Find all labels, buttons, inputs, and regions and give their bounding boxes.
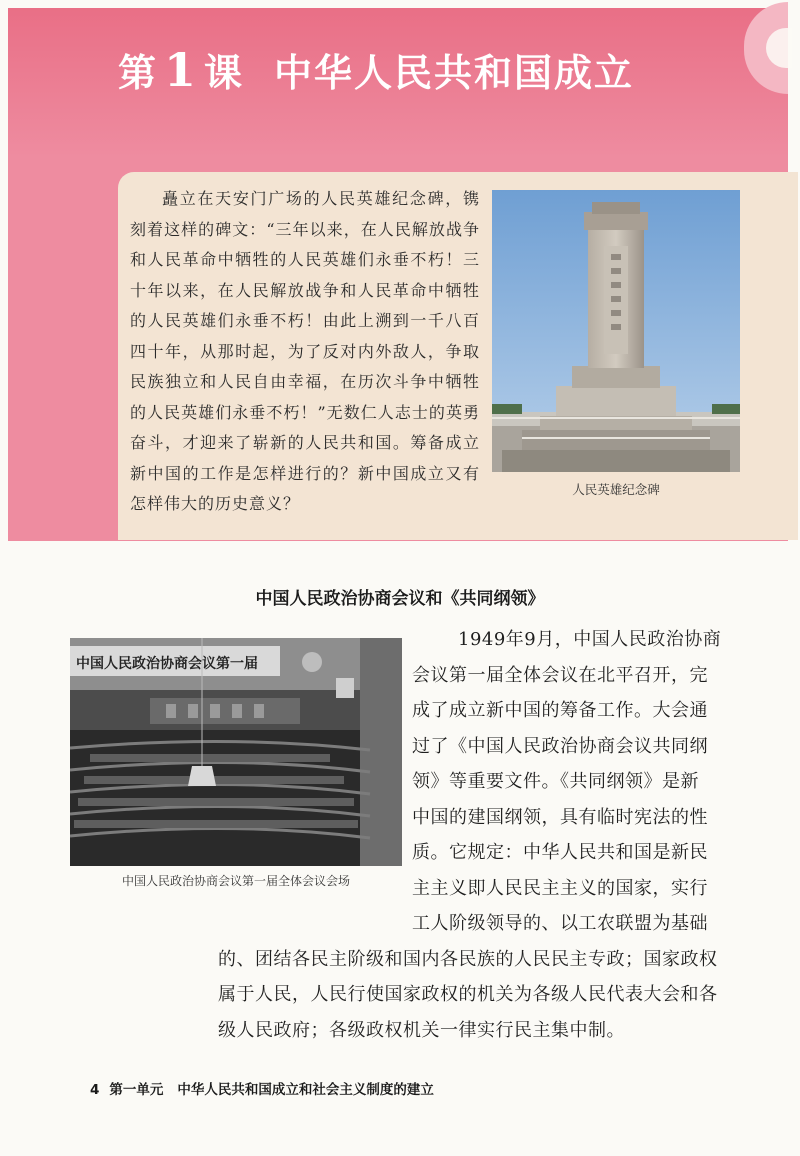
body-line: 主主义即人民民主主义的国家，实行 xyxy=(412,877,708,899)
lesson-title xyxy=(118,40,634,103)
lesson-prefix: 第 xyxy=(118,50,159,95)
body-line: 的、团结各民主阶级和国内各民族的人民民主专政；国家政权 xyxy=(218,948,718,970)
hall-banner-text: 中国人民政治协商会议第一届 xyxy=(76,656,258,672)
monument-photo xyxy=(492,190,740,472)
footer-unit-title: 中华人民共和国成立和社会主义制度的建立 xyxy=(177,1082,434,1098)
body-line: 属于人民，人民行使国家政权的机关为各级人民代表大会和各 xyxy=(218,984,718,1005)
section-body-text xyxy=(218,622,732,1048)
intro-paragraph: 矗立在天安门广场的人民英雄纪念碑，镌刻着这样的碑文：“三年以来，在人民解放战争和人民革命中牺牲的人民英雄们永垂不朽！三十年以来，在人民解放战争和人民革命中牺牲的人民英雄们永垂不朽！由此上溯到一千八百四十年，从那时起，为了反对内外敌人，争取民族独立和人民自由幸福，在历次斗争中牺牲的人民英雄们永垂不朽！”无数仁人志士的英勇奋斗，才迎来了崭新的人民共和国。筹备成立新中国的工作是怎样进行的？新中国成立又有怎样伟大的历史意义？ xyxy=(130,189,480,513)
body-line: 领》等重要文件。《共同纲领》是新 xyxy=(412,771,699,792)
footer-unit: 第一单元 xyxy=(109,1082,164,1098)
body-line: 过了《中国人民政治协商会议共同纲 xyxy=(412,735,708,757)
lesson-title-text: 中华人民共和国成立 xyxy=(274,50,635,95)
body-line: 成了成立新中国的筹备工作。大会通 xyxy=(412,700,708,721)
body-line: 工人阶级领导的、以工农联盟为基础 xyxy=(412,913,708,934)
body-line: 1949年9月，中国人民政治协商 xyxy=(458,629,722,650)
section-heading: 中国人民政治协商会议和《共同纲领》 xyxy=(255,589,545,609)
body-line: 级人民政府；各级政权机关一律实行民主集中制。 xyxy=(218,1019,625,1041)
hall-photo-caption: 中国人民政治协商会议第一届全体会议会场 xyxy=(121,874,350,888)
body-line: 中国的建国纲领，具有临时宪法的性 xyxy=(412,806,708,828)
body-line: 质。它规定：中华人民共和国是新民 xyxy=(412,842,708,863)
lesson-suffix: 课 xyxy=(204,50,245,95)
page-footer xyxy=(90,1078,434,1098)
monument-photo-caption: 人民英雄纪念碑 xyxy=(572,482,660,497)
page-number: 4 xyxy=(90,1082,100,1098)
body-line: 会议第一届全体会议在北平召开，完 xyxy=(412,664,708,686)
lesson-number: 1 xyxy=(164,43,199,97)
